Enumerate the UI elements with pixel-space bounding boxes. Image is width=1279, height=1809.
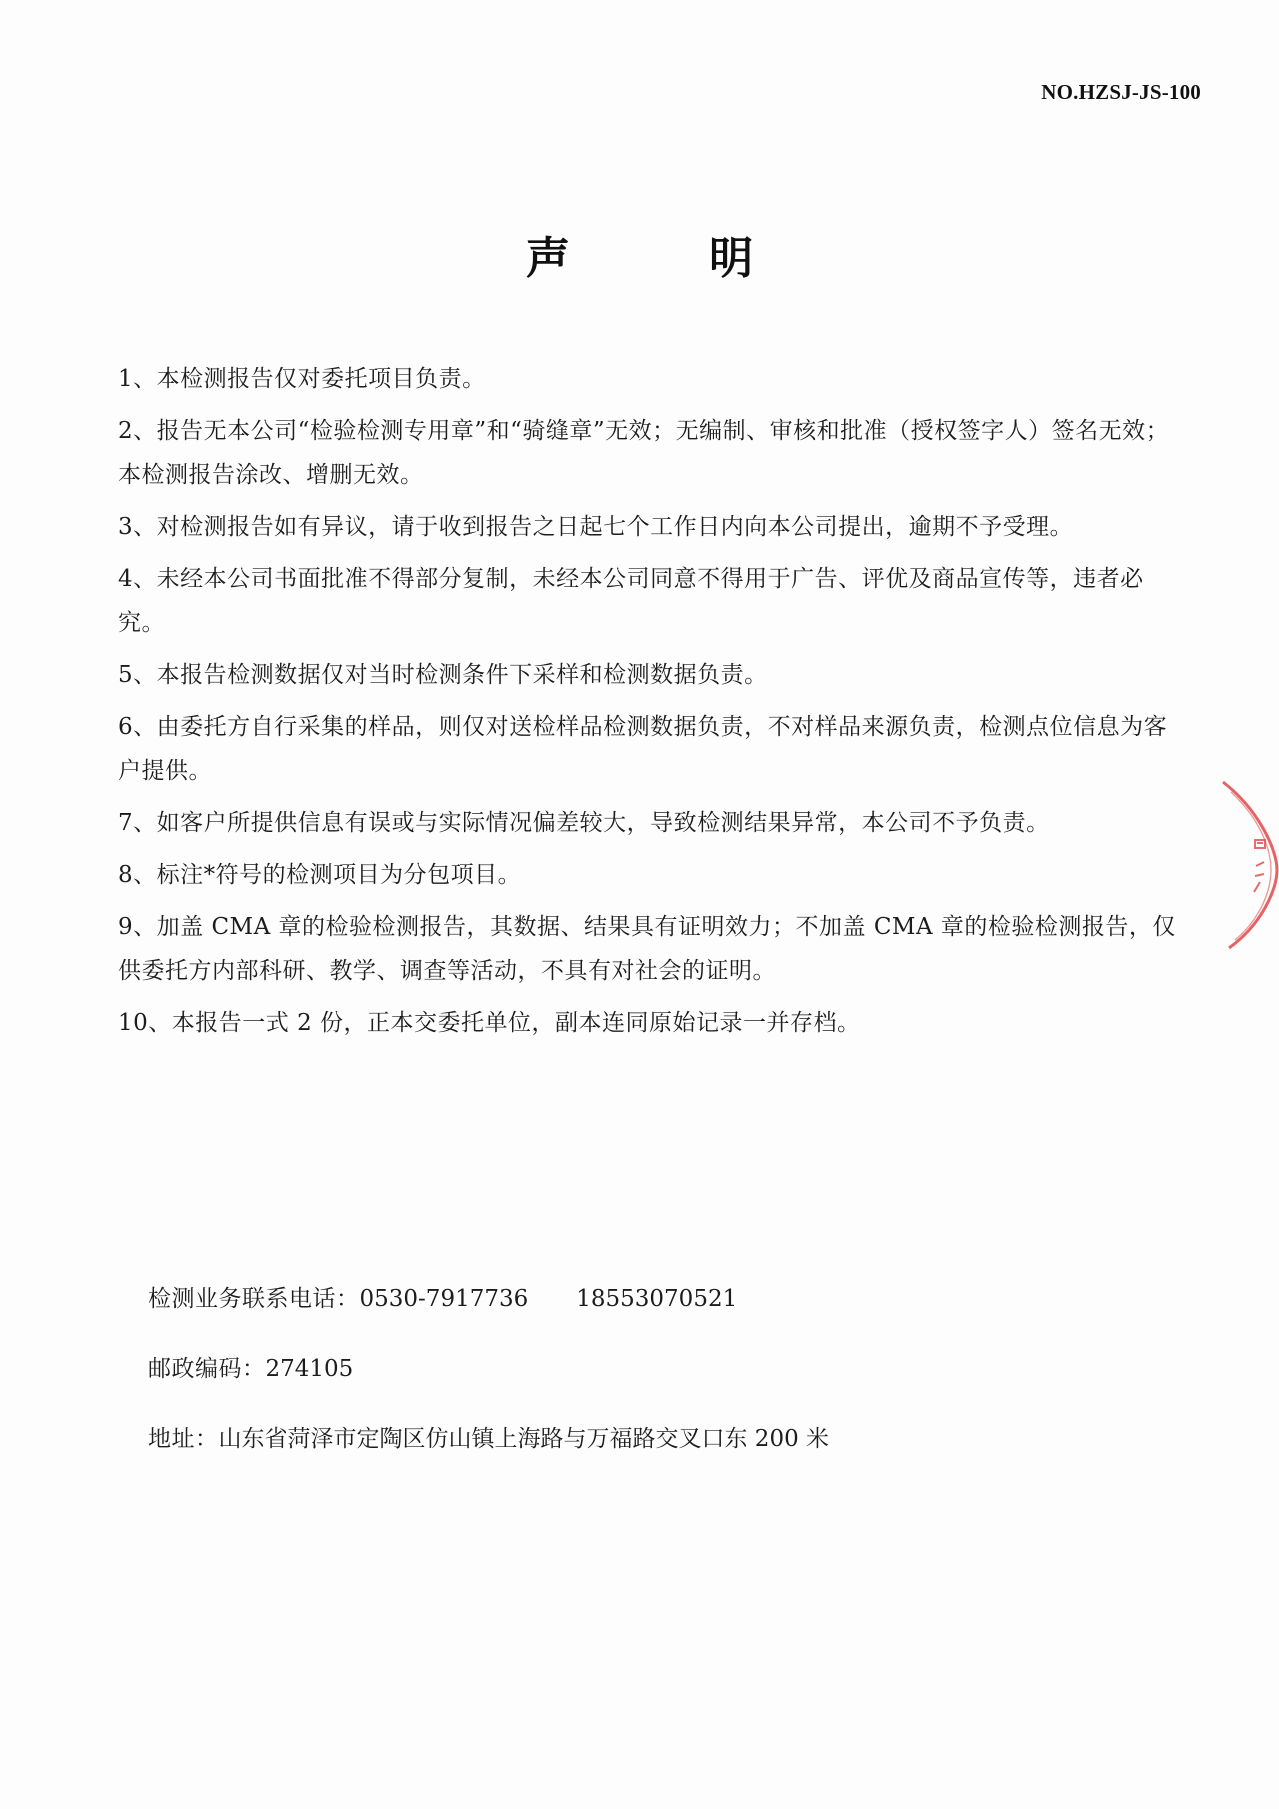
statement-item-1: 1、本检测报告仅对委托项目负责。 <box>118 366 486 392</box>
statement-item-5: 5、本报告检测数据仅对当时检测条件下采样和检测数据负责。 <box>118 662 768 688</box>
statement-item-3: 3、对检测报告如有异议，请于收到报告之日起七个工作日内向本公司提出，逾期不予受理。 <box>118 514 1074 540</box>
document-number: NO.HZSJ-JS-100 <box>1041 80 1201 104</box>
statement-item-7: 7、如客户所提供信息有误或与实际情况偏差较大，导致检测结果异常，本公司不予负责。 <box>118 810 1050 836</box>
address-label: 地址： <box>148 1426 219 1452</box>
statement-item-8: 8、标注*符号的检测项目为分包项目。 <box>118 862 522 888</box>
statement-item-4: 4、未经本公司书面批准不得部分复制，未经本公司同意不得用于广告、评优及商品宣传等，违者必究。 <box>118 566 1144 636</box>
statement-item-2: 2、报告无本公司“检验检测专用章”和“骑缝章”无效；无编制、审核和批准（授权签字人）签名无效；本检测报告涂改、增删无效。 <box>118 418 1170 488</box>
statement-item-6: 6、由委托方自行采集的样品，则仅对送检样品检测数据负责，不对样品来源负责，检测点位信息为客户提供。 <box>118 714 1168 784</box>
phone-row <box>148 1282 1048 1316</box>
seal-graphic <box>1221 780 1279 950</box>
postcode-row <box>148 1352 1048 1386</box>
statement-list <box>118 357 1178 1053</box>
partial-red-seal-icon <box>1221 780 1279 950</box>
statement-item-9: 9、加盖 CMA 章的检验检测报告，其数据、结果具有证明效力；不加盖 CMA 章的检验检测报告，仅供委托方内部科研、教学、调查等活动，不具有对社会的证明。 <box>118 914 1176 984</box>
phone-label: 检测业务联系电话： <box>148 1286 360 1312</box>
postcode-value: 274105 <box>265 1356 354 1382</box>
address-value: 山东省菏泽市定陶区仿山镇上海路与万福路交叉口东 200 米 <box>218 1426 830 1452</box>
postcode-label: 邮政编码： <box>148 1356 266 1382</box>
contact-block <box>148 1282 1048 1492</box>
phone-number-2: 18553070521 <box>576 1286 738 1312</box>
address-row <box>148 1422 1048 1456</box>
statement-item-10: 10、本报告一式 2 份，正本交委托单位，副本连同原始记录一并存档。 <box>118 1010 861 1036</box>
page-title: 声 明 <box>525 233 816 284</box>
phone-number-1: 0530-7917736 <box>359 1286 529 1312</box>
